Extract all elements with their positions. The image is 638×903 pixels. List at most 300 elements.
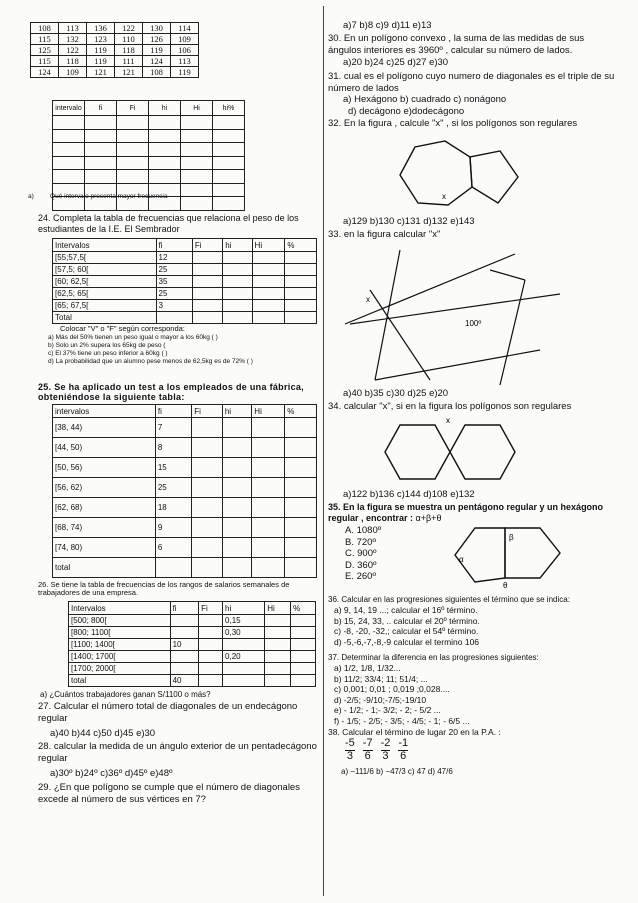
table-cell: [55;57,5[: [53, 252, 157, 264]
hexagon-left: [385, 425, 450, 479]
empty-cell: [117, 156, 149, 170]
q32-x-label: x: [442, 192, 446, 201]
header-cell: fi: [155, 405, 191, 418]
q37-items: [334, 663, 624, 726]
q24-table: [52, 238, 317, 324]
q38-text: 38. Calcular el término de lugar 20 en la P.A. :: [328, 727, 501, 737]
header-cell: Intervalos: [69, 602, 171, 615]
q34-figure: [380, 415, 530, 490]
table-cell: [800; 1100[: [69, 627, 171, 639]
raw-cell: 115: [31, 34, 59, 45]
line-3: [375, 250, 400, 380]
header-cell: intervalos: [53, 405, 156, 418]
raw-cell: 126: [143, 34, 171, 45]
table-cell: [252, 276, 285, 288]
table-row: [53, 518, 317, 538]
table-cell: 18: [155, 498, 191, 518]
empty-cell: [117, 170, 149, 184]
empty-cell: [117, 143, 149, 157]
empty-cell: [213, 170, 245, 184]
table-cell: [252, 538, 285, 558]
q28-text: 28. calcular la medida de un ángulo exterior de un pentadecágono regular: [38, 741, 317, 764]
empty-cell: [181, 116, 213, 130]
header-cell: %: [285, 405, 317, 418]
table-cell: [291, 627, 316, 639]
table-cell: [223, 663, 265, 675]
table-cell: [1100; 1400[: [69, 639, 171, 651]
empty-cell: [85, 143, 117, 157]
table-cell: [62,5; 65[: [53, 288, 157, 300]
q33-angle-label: 100º: [465, 319, 482, 328]
q27-options: a)40 b)44 c)50 d)45 e)30: [50, 728, 156, 739]
empty-cell: [85, 129, 117, 143]
q34-x-label: x: [446, 416, 450, 425]
table-cell: [192, 458, 223, 478]
q37-text: 37. Determinar la diferencia en las progresiones siguientes:: [328, 653, 539, 662]
table-cell: [199, 627, 223, 639]
numerator: -1: [398, 737, 409, 749]
progression-item: f) - 1/5; - 2/5; - 3/5; - 4/5; - 1; - 6/5 ...: [334, 715, 470, 726]
progression-item: a) 9, 14, 19 ...; calcular el 16º término.: [334, 605, 478, 615]
q32-figure: [380, 135, 540, 215]
table-row: [53, 458, 317, 478]
table-cell: [252, 288, 285, 300]
header-cell: Hi: [252, 239, 285, 252]
header-row: [53, 101, 245, 116]
q24-title: 24. Completa la tabla de frecuencias que relaciona el peso de los estudiantes de la I.E. El Sembrador: [38, 213, 299, 234]
header-cell: Fi: [192, 405, 223, 418]
empty-cell: [213, 156, 245, 170]
q34-options: a)122 b)136 c)144 d)108 e)132: [343, 489, 475, 500]
empty-row: [53, 143, 245, 157]
empty-row: [53, 116, 245, 130]
table-cell: [192, 288, 222, 300]
table-cell: [291, 651, 316, 663]
table-cell: [252, 458, 285, 478]
empty-cell: [181, 156, 213, 170]
q33-x-label: x: [366, 295, 370, 304]
table-cell: [222, 418, 251, 438]
fraction: [381, 738, 391, 762]
q34-text: 34. calcular "x", si en la figura los polígonos son regulares: [328, 401, 572, 412]
table-cell: [1700; 2000[: [69, 663, 171, 675]
q36-items: [334, 605, 624, 647]
statement: a) Más del 50% tienen un peso igual o mayor a los 60kg ( ): [48, 334, 218, 341]
table-cell: [65; 67,5[: [53, 300, 157, 312]
empty-cell: [181, 183, 213, 197]
header-cell: intervalo: [53, 101, 85, 116]
denominator: 3: [382, 749, 389, 762]
option: A. 1080º: [345, 525, 382, 536]
hexagon-right: [450, 425, 515, 479]
table-cell: [285, 518, 317, 538]
empty-row: [53, 170, 245, 184]
q36-text: 36. Calcular en las progresiones siguientes el término que se indica:: [328, 595, 570, 604]
header-cell: %: [285, 239, 317, 252]
header-cell: fi: [156, 239, 192, 252]
raw-cell: 122: [59, 45, 87, 56]
empty-cell: [117, 129, 149, 143]
table-cell: 25: [155, 478, 191, 498]
table-row: [53, 558, 317, 578]
raw-cell: 119: [143, 45, 171, 56]
header-cell: hi: [222, 405, 251, 418]
table-cell: [265, 639, 291, 651]
table-cell: [252, 312, 285, 324]
table-cell: [223, 312, 252, 324]
empty-cell: [213, 183, 245, 197]
table-cell: [74, 80): [53, 538, 156, 558]
table-cell: [291, 615, 316, 627]
table-cell: [192, 558, 223, 578]
raw-cell: 121: [87, 67, 115, 78]
table-cell: [199, 651, 223, 663]
q33-options: a)40 b)35 c)30 d)25 e)20: [343, 388, 449, 399]
table-row: [69, 615, 316, 627]
raw-row: [31, 23, 199, 34]
table-cell: [192, 478, 223, 498]
empty-cell: [181, 197, 213, 211]
numerator: -7: [362, 737, 373, 749]
empty-cell: [149, 116, 181, 130]
option: B. 720º: [345, 536, 376, 548]
q26-table: [68, 601, 316, 687]
table-cell: [252, 300, 285, 312]
table-row: [69, 675, 316, 687]
header-cell: Hi: [265, 602, 291, 615]
table-row: [53, 264, 317, 276]
table-cell: [170, 627, 199, 639]
denominator: 6: [400, 749, 407, 762]
table-cell: [170, 663, 199, 675]
table-cell: [68, 74): [53, 518, 156, 538]
empty-cell: [85, 116, 117, 130]
empty-row: [53, 129, 245, 143]
raw-row: [31, 56, 199, 67]
empty-cell: [53, 156, 85, 170]
table-cell: [252, 518, 285, 538]
table-cell: [265, 675, 291, 687]
header-row: [53, 405, 317, 418]
line-5: [490, 270, 525, 280]
table-cell: total: [53, 558, 156, 578]
raw-cell: 108: [143, 67, 171, 78]
table-cell: 3: [156, 300, 192, 312]
table-cell: [192, 418, 223, 438]
q30-text: 30. En un polígono convexo , la suma de las medidas de sus ángulos interiores es 3960º , calcular su número de lados.: [328, 33, 585, 56]
q38-fractions: [345, 738, 495, 762]
q32-text: 32. En la figura , calcule "x" , si los polígonos son regulares: [328, 118, 578, 129]
table-cell: [57,5; 60[: [53, 264, 157, 276]
table-cell: [285, 558, 317, 578]
header-cell: %: [291, 602, 316, 615]
table-cell: [156, 312, 192, 324]
table-cell: [285, 498, 317, 518]
raw-cell: 110: [115, 34, 143, 45]
table-cell: [285, 288, 317, 300]
raw-cell: 115: [31, 56, 59, 67]
raw-cell: 121: [115, 67, 143, 78]
table-row: [69, 639, 316, 651]
q30-options: a)20 b)24 c)25 d)27 e)30: [343, 57, 449, 68]
header-row: [53, 239, 317, 252]
table-cell: [44, 50): [53, 438, 156, 458]
pentagon-shape: [470, 151, 518, 203]
line-7: [375, 350, 540, 380]
q24-instruction: Colocar "V" o "F" según corresponda:: [60, 324, 185, 333]
table-cell: [222, 558, 251, 578]
q26-question: a) ¿Cuántos trabajadores ganan S/1100 o más?: [40, 690, 211, 699]
raw-cell: 125: [31, 45, 59, 56]
line-1: [345, 254, 515, 324]
q32-options: a)129 b)130 c)131 d)132 e)143: [343, 216, 475, 227]
empty-cell: [85, 170, 117, 184]
table-cell: [222, 538, 251, 558]
q35-figure: [445, 520, 605, 590]
raw-cell: 136: [87, 23, 115, 34]
table-cell: 25: [156, 288, 192, 300]
raw-cell: 114: [171, 23, 199, 34]
header-cell: Fi: [199, 602, 223, 615]
denominator: 6: [364, 749, 371, 762]
table-cell: [192, 518, 223, 538]
denominator: 3: [346, 749, 353, 762]
table-row: [53, 538, 317, 558]
table-cell: [199, 615, 223, 627]
table-cell: 9: [155, 518, 191, 538]
table-cell: [192, 276, 222, 288]
raw-cell: 106: [171, 45, 199, 56]
table-cell: [252, 252, 285, 264]
numerator: -5: [345, 737, 355, 749]
table-cell: [285, 252, 317, 264]
table-cell: [252, 264, 285, 276]
table-cell: [192, 498, 223, 518]
empty-cell: [213, 143, 245, 157]
q38-answers: a) −111/6 b) −47/3 c) 47 d) 47/6: [341, 767, 453, 776]
question-a-intervalo: a) Qué intervalo presenta mayor frecuencia: [28, 193, 168, 200]
q31-options-2: d) decágono e)dodecágono: [348, 106, 465, 117]
r-top-options: a)7 b)8 c)9 d)11 e)13: [343, 20, 432, 31]
table-cell: [285, 300, 317, 312]
table-cell: [252, 438, 285, 458]
table-cell: [223, 300, 252, 312]
table-cell: [285, 276, 317, 288]
q29-text: 29. ¿En que polígono se cumple que el número de diagonales excede al número de sus vértices en 7?: [38, 782, 300, 805]
q35-options: [345, 525, 425, 583]
header-cell: Fi: [192, 239, 222, 252]
raw-cell: 119: [87, 45, 115, 56]
empty-cell: [85, 156, 117, 170]
table-cell: [285, 478, 317, 498]
table-cell: [192, 300, 222, 312]
option: E. 260º: [345, 571, 376, 582]
table-cell: [222, 458, 251, 478]
empty-cell: [149, 129, 181, 143]
table-cell: 15: [155, 458, 191, 478]
empty-cell: [213, 116, 245, 130]
header-cell: Fi: [117, 101, 149, 116]
table-cell: [192, 252, 222, 264]
table-row: [53, 300, 317, 312]
table-cell: 35: [156, 276, 192, 288]
q31-options-1: a) Hexágono b) cuadrado c) nonágono: [343, 94, 507, 105]
table-cell: Total: [53, 312, 157, 324]
table-cell: [265, 651, 291, 663]
statement: b) Solo un 2% supera los 65kg de peso (: [48, 342, 166, 349]
statement: d) La probabilidad que un alumno pese menos de 62,5kg es de 72% ( ): [48, 358, 253, 365]
table-cell: [265, 615, 291, 627]
table-cell: [291, 639, 316, 651]
table-cell: [222, 438, 251, 458]
table-cell: [265, 627, 291, 639]
raw-row: [31, 67, 199, 78]
table-cell: 8: [155, 438, 191, 458]
raw-cell: 111: [115, 56, 143, 67]
q35-text: 35. En la figura se muestra un pentágono regular y un hexágono regular , encontrar : α+β+θ: [328, 502, 604, 523]
table-cell: [223, 264, 252, 276]
table-cell: [285, 312, 317, 324]
line-6: [500, 280, 525, 385]
table-cell: [252, 498, 285, 518]
header-cell: Intervalos: [53, 239, 157, 252]
empty-cell: [213, 197, 245, 211]
table-cell: [192, 312, 222, 324]
empty-cell: [181, 170, 213, 184]
q25-table: [52, 404, 317, 578]
raw-cell: 108: [31, 23, 59, 34]
table-cell: [285, 438, 317, 458]
option: D. 360º: [345, 559, 377, 571]
fraction: [345, 738, 355, 762]
table-cell: [265, 663, 291, 675]
table-cell: [56, 62): [53, 478, 156, 498]
q28-options: a)30º b)24º c)36º d)45º e)48º: [50, 768, 173, 779]
table-cell: [285, 538, 317, 558]
table-cell: [252, 558, 285, 578]
table-cell: total: [69, 675, 171, 687]
statement: c) El 37% tiene un peso inferior a 60kg ( ): [48, 350, 168, 357]
raw-cell: 118: [115, 45, 143, 56]
table-row: [53, 276, 317, 288]
raw-cell: 124: [143, 56, 171, 67]
table-cell: [155, 558, 191, 578]
table-row: [69, 627, 316, 639]
empty-cell: [213, 129, 245, 143]
table-cell: [500; 800[: [69, 615, 171, 627]
raw-cell: 118: [59, 56, 87, 67]
table-cell: [170, 651, 199, 663]
table-row: [53, 288, 317, 300]
progression-item: b) 15, 24, 33, .. calcular el 20º término.: [334, 615, 480, 626]
empty-cell: [149, 143, 181, 157]
q26-title: 26. Se tiene la tabla de frecuencias de los rangos de salarios semanales de trabajadores de una empresa.: [38, 580, 290, 597]
q24-statements: [48, 334, 318, 366]
line-2: [370, 290, 430, 380]
progression-item: d) -2/5; -9/10;-7/5;-19/10: [334, 694, 427, 705]
raw-row: [31, 45, 199, 56]
table-cell: [291, 675, 316, 687]
empty-cell: [53, 129, 85, 143]
q27-text: 27. Calcular el número total de diagonales de un endecágono regular: [38, 701, 298, 724]
theta-label: θ: [503, 581, 508, 590]
table-row: [53, 418, 317, 438]
raw-cell: 130: [143, 23, 171, 34]
raw-cell: 113: [171, 56, 199, 67]
table-cell: [285, 264, 317, 276]
table-row: [53, 438, 317, 458]
progression-item: c) 0,001; 0,01 ; 0,019 ;0,028....: [334, 684, 450, 694]
fraction: [363, 738, 373, 762]
empty-cell: [53, 143, 85, 157]
raw-cell: 132: [59, 34, 87, 45]
header-cell: Hi: [252, 405, 285, 418]
header-cell: hi: [223, 239, 252, 252]
column-divider: [323, 6, 324, 896]
beta-label: β: [509, 533, 514, 542]
header-cell: fi: [85, 101, 117, 116]
header-cell: hi%: [213, 101, 245, 116]
table-cell: [199, 639, 223, 651]
table-row: [53, 312, 317, 324]
raw-cell: 119: [87, 56, 115, 67]
table-cell: 0,15: [223, 615, 265, 627]
table-cell: 40: [170, 675, 199, 687]
raw-cell: 124: [31, 67, 59, 78]
table-cell: [285, 418, 317, 438]
table-cell: [192, 264, 222, 276]
fraction: [398, 738, 408, 762]
header-row: [69, 602, 316, 615]
empty-cell: [53, 116, 85, 130]
table-cell: [222, 478, 251, 498]
table-cell: [223, 276, 252, 288]
progression-item: c) -8, -20, -32,; calcular el 54º término.: [334, 626, 479, 636]
table-row: [69, 663, 316, 675]
empty-row: [53, 156, 245, 170]
table-cell: [170, 615, 199, 627]
table-cell: 7: [155, 418, 191, 438]
table-cell: [222, 498, 251, 518]
table-cell: 0,30: [223, 627, 265, 639]
table-cell: [199, 675, 223, 687]
q25-title: 25. Se ha aplicado un test a los empleados de una fábrica, obteniéndose la siguiente tabla:: [38, 382, 304, 402]
table-cell: 0,20: [223, 651, 265, 663]
table-row: [53, 478, 317, 498]
table-cell: 25: [156, 264, 192, 276]
empty-cell: [117, 116, 149, 130]
header-cell: Hi: [181, 101, 213, 116]
q33-text: 33. en la figura calcular "x": [328, 229, 441, 240]
empty-cell: [149, 156, 181, 170]
empty-cell: [53, 170, 85, 184]
table-cell: [252, 418, 285, 438]
alpha-label: α: [459, 555, 464, 564]
raw-data-table: [30, 22, 199, 78]
option: C. 900º: [345, 548, 377, 559]
raw-row: [31, 34, 199, 45]
numerator: -2: [380, 737, 391, 749]
q33-figure: [340, 240, 570, 388]
heptagon-shape: [400, 141, 472, 205]
table-cell: [192, 538, 223, 558]
table-cell: [222, 518, 251, 538]
table-cell: [291, 663, 316, 675]
raw-cell: 109: [171, 34, 199, 45]
table-row: [69, 651, 316, 663]
table-cell: [199, 663, 223, 675]
table-cell: [192, 438, 223, 458]
